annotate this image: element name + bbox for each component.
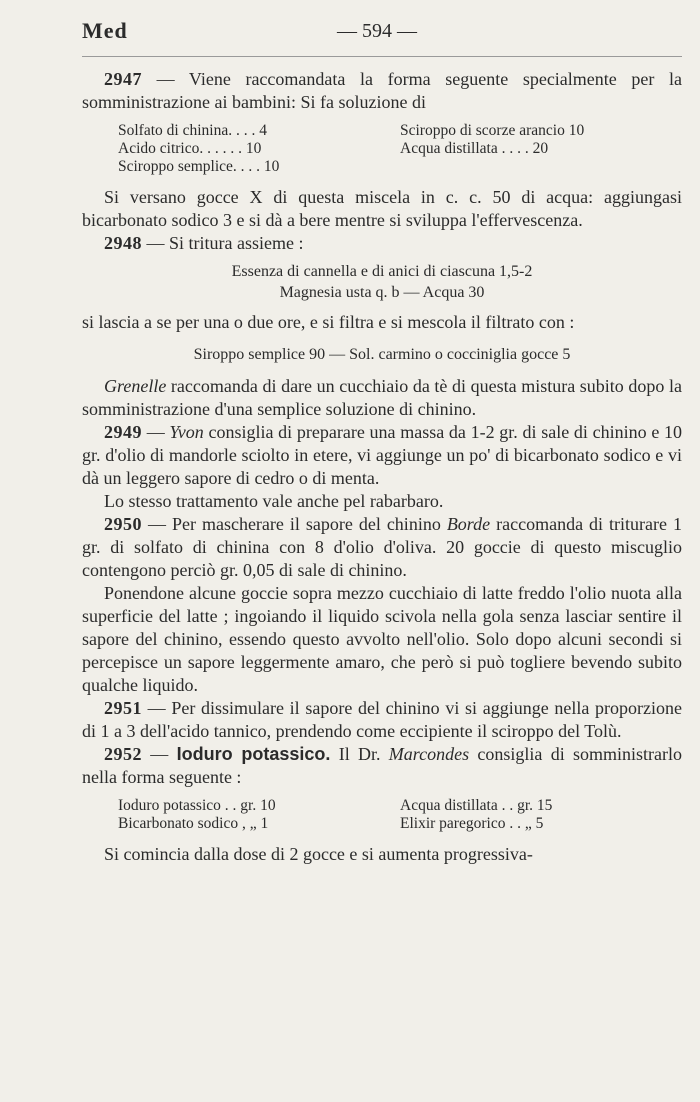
section-number: 2949: [104, 422, 142, 442]
section-number: 2950: [104, 514, 142, 534]
ingredient: Bicarbonato sodico , „ 1: [118, 815, 269, 832]
author-name: Yvon: [169, 422, 204, 442]
paragraph-text: — Si tritura assieme :: [142, 233, 304, 253]
header-rule: [82, 56, 682, 57]
section-2950-after: Ponendone alcune goccie sopra mezzo cucchiaio di latte freddo l'olio nuota alla superficie del latte ; ingoiando il liquido scivola nella gola senza lasciar sentire il sapore del chinino, essendo questo avvolto nell'olio. Solo dopo alcuni secondi si percepisce un sapore leggermente amaro, che però si può togliere bevendo subito qualche liquido.: [82, 583, 682, 695]
section-2952: [82, 743, 682, 789]
section-number: 2948: [104, 233, 142, 253]
ingredient: Sciroppo semplice. . . . 10: [118, 158, 280, 175]
recipe-row: [118, 122, 682, 140]
author-name: Grenelle: [104, 376, 167, 396]
ingredient: Acido citrico. . . . . . 10: [118, 140, 262, 157]
recipe-row: [118, 797, 682, 815]
section-2948-grenelle: [82, 375, 682, 421]
section-number: 2952: [104, 744, 142, 764]
section-2952-after: Si comincia dalla dose di 2 gocce e si aumenta progressiva-: [104, 844, 533, 864]
recipe-row: [118, 158, 682, 176]
paragraph-text: Il Dr.: [330, 744, 389, 764]
section-2951: [82, 697, 682, 743]
page-number: — 594 —: [337, 20, 417, 42]
section-2947-intro: [82, 68, 682, 114]
section-2948-after: si lascia a se per una o due ore, e si filtra e si mescola il filtrato con :: [82, 312, 575, 332]
author-name: Marcondes: [388, 744, 470, 764]
paragraph-text: — Per mascherare il sapore del chinino: [142, 514, 447, 534]
paragraph-text: — Viene raccomandata la forma seguente specialmente per la somministrazione ai bambini: Si fa soluzione di: [82, 69, 682, 112]
recipe-line: Magnesia usta q. b — Acqua 30: [279, 284, 485, 301]
section-number: 2947: [104, 69, 142, 89]
author-name: Borde: [446, 514, 491, 534]
paragraph-text: raccomanda di triturare 1 gr. di solfato di chinina con 8 d'olio d'oliva. 20 goccie di questo miscuglio contengono perciò gr. 0,05 di sale di chinino.: [82, 514, 682, 580]
recipe-line: Essenza di cannella e di anici di ciascuna 1,5-2: [231, 263, 533, 280]
section-2949: [82, 421, 682, 490]
recipe-2952: [118, 797, 682, 833]
ingredient: Sciroppo di scorze arancio 10: [400, 122, 585, 139]
dash: —: [142, 422, 170, 442]
ingredient: Elixir paregorico . . „ 5: [400, 815, 544, 832]
running-head: Med: [82, 18, 128, 43]
section-title: Ioduro potassico.: [176, 744, 331, 764]
recipe-row: [118, 140, 682, 158]
ingredient: Acqua distillata . . . . 20: [400, 140, 549, 157]
paragraph-text: consiglia di preparare una massa da 1-2 gr. di sale di chinino e 10 gr. d'olio di mandorle sciolto in etere, vi aggiunge un po' di bicarbonato sodico e vi dà un leggero sapore di cedro o di menta.: [82, 422, 683, 488]
page-header: [82, 18, 682, 48]
paragraph-text: consiglia di somministrarlo nella forma seguente :: [82, 744, 682, 787]
ingredient: Solfato di chinina. . . . 4: [118, 122, 267, 139]
recipe-line: Siroppo semplice 90 — Sol. carmino o cocciniglia gocce 5: [193, 346, 571, 363]
section-number: 2951: [104, 698, 142, 718]
paragraph-text: raccomanda di dare un cucchiaio da tè di questa mistura subito dopo la somministrazione d'una semplice soluzione di chinino.: [82, 376, 682, 419]
recipe-2947: [118, 122, 682, 176]
page-body: [82, 68, 682, 866]
recipe-2948: [82, 261, 682, 303]
dash: —: [142, 744, 177, 764]
paragraph-text: — Per dissimulare il sapore del chinino vi si aggiunge nella proporzione di 1 a 3 dell'acido tannico, prendendo come eccipiente il sciroppo del Tolù.: [82, 698, 682, 741]
ingredient: Acqua distillata . . gr. 15: [400, 797, 553, 814]
recipe-row: [118, 815, 682, 833]
ingredient: Ioduro potassico . . gr. 10: [118, 797, 276, 814]
section-2949-after: Lo stesso trattamento vale anche pel rabarbaro.: [104, 491, 444, 511]
section-2950: [82, 513, 682, 582]
section-2947-after: Si versano gocce X di questa miscela in c. c. 50 di acqua: aggiungasi bicarbonato sodico 3 e si dà a bere mentre si sviluppa l'effervescenza.: [82, 187, 682, 230]
section-2948-intro: [82, 232, 682, 255]
